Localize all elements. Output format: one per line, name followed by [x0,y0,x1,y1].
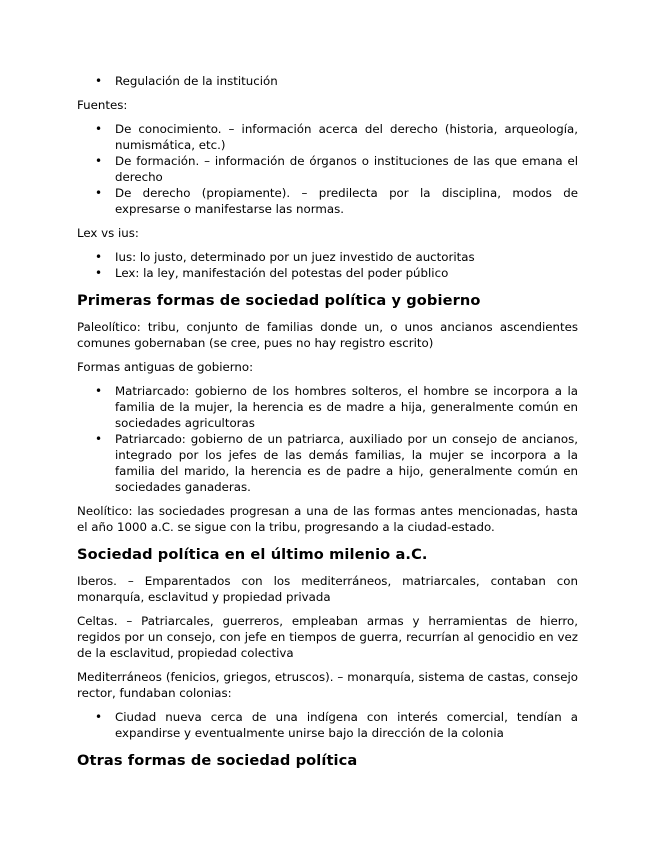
list-item: • Ciudad nueva cerca de una indígena con interés comercial, tendían a expandirse y eventualmente unirse bajo la dirección de la colonia [77,709,578,741]
list-item: • Patriarcado: gobierno de un patriarca, auxiliado por un consejo de ancianos, integrado por los jefes de las demás familias, la mujer se incorpora a la familia del marido, la herencia es de padre a hijo, generalmente común en sociedades ganaderas. [77,431,578,495]
fuentes-label: Fuentes: [77,98,128,112]
fuentes-list [77,121,578,217]
document-page [77,73,578,779]
lex-ius-label: Lex vs ius: [77,226,139,240]
section-heading-sociedad-politica: Sociedad política en el último milenio a.C. [77,546,428,563]
formas-antiguas-label: Formas antiguas de gobierno: [77,360,254,374]
mediterraneos-paragraph: Mediterráneos (fenicios, griegos, etruscos). – monarquía, sistema de castas, consejo rector, fundaban colonias: [77,670,578,700]
celtas-paragraph: Celtas. – Patriarcales, guerreros, empleaban armas y herramientas de hierro, regidos por un consejo, con jefe en tiempos de guerra, recurrían al genocidio en vez de la esclavitud, propiedad colectiva [77,614,578,660]
neolitico-paragraph: Neolítico: las sociedades progresan a una de las formas antes mencionadas, hasta el año 1000 a.C. se sigue con la tribu, progresando a la ciudad-estado. [77,504,578,534]
section-heading-otras-formas: Otras formas de sociedad política [77,752,358,769]
section-heading-primeras-formas: Primeras formas de sociedad política y gobierno [77,292,481,309]
list-item: • De formación. – información de órganos o instituciones de las que emana el derecho [77,153,578,185]
formas-antiguas-list [77,383,578,495]
list-item: • Ius: lo justo, determinado por un juez investido de auctoritas [77,249,578,265]
list-item: • Regulación de la institución [77,73,578,89]
list-item: • De conocimiento. – información acerca del derecho (historia, arqueología, numismática, etc.) [77,121,578,153]
mediterraneos-list [77,709,578,741]
iberos-paragraph: Iberos. – Emparentados con los mediterráneos, matriarcales, contaban con monarquía, esclavitud y propiedad privada [77,574,578,604]
lex-ius-list [77,249,578,281]
list-item: • De derecho (propiamente). – predilecta por la disciplina, modos de expresarse o manifestarse las normas. [77,185,578,217]
list-item: • Lex: la ley, manifestación del potestas del poder público [77,265,578,281]
paleolitico-paragraph: Paleolítico: tribu, conjunto de familias donde un, o unos ancianos ascendientes comunes gobernaban (se cree, pues no hay registro escrito) [77,320,578,350]
top-bullet-list [77,73,578,89]
list-item: • Matriarcado: gobierno de los hombres solteros, el hombre se incorpora a la familia de la mujer, la herencia es de madre a hija, generalmente común en sociedades agricultoras [77,383,578,431]
